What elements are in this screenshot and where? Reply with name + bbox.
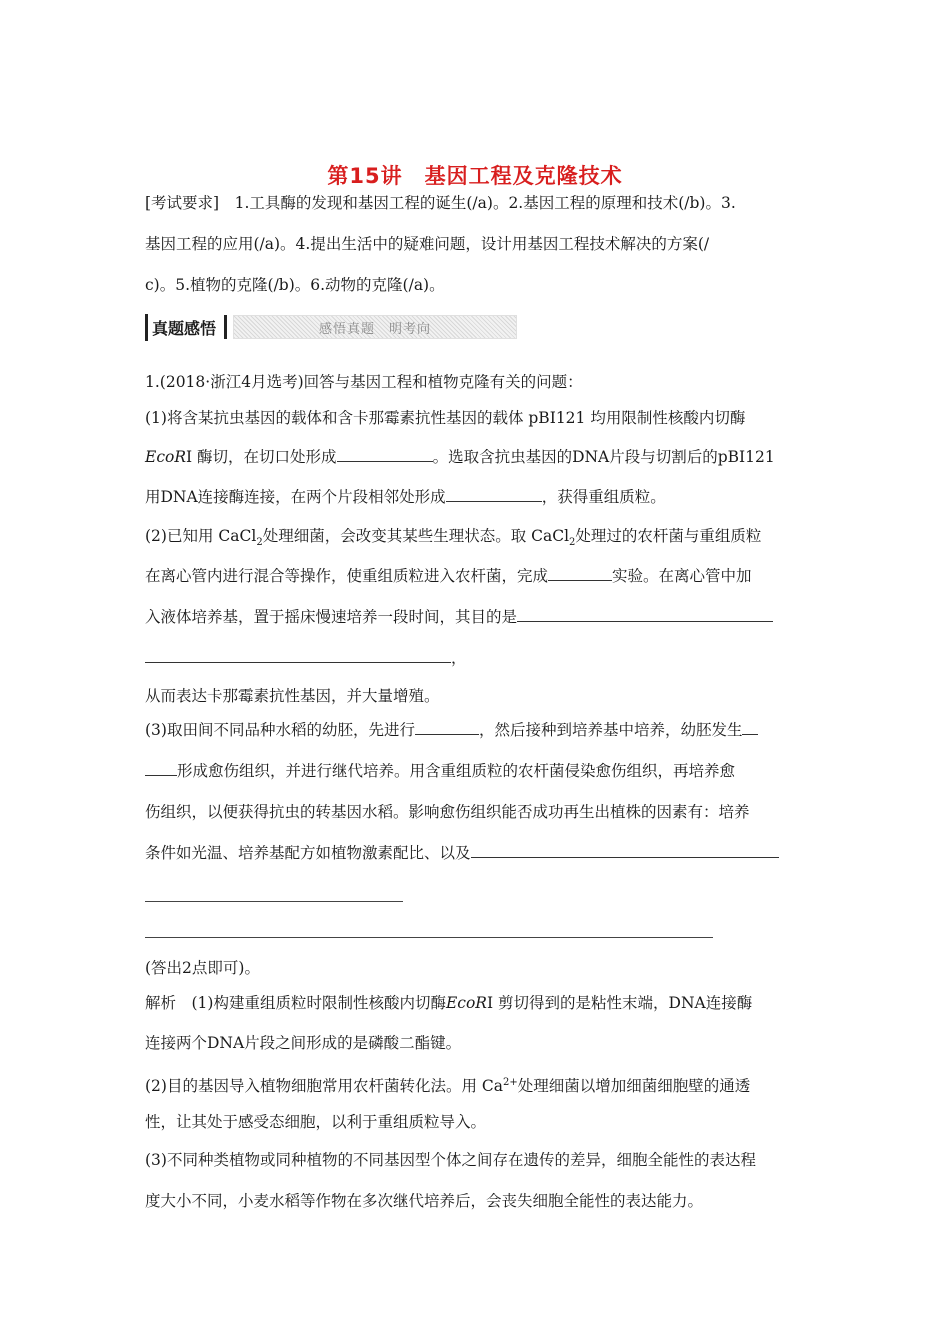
question-part1-line-3: 用DNA连接酶连接，在两个片段相邻处形成 ，获得重组质粒。 bbox=[145, 488, 666, 506]
answer-blank-5[interactable] bbox=[415, 720, 479, 735]
exam-requirements-line-3: c)。5.植物的克隆(/b)。6.动物的克隆(/a)。 bbox=[145, 276, 445, 294]
answer-blank-2[interactable] bbox=[446, 487, 542, 502]
question-part3-line-4: 条件如光温、培养基配方如植物激素配比、以及 bbox=[145, 843, 779, 863]
question-part3-line-1: (3)取田间不同品种水稻的幼胚，先进行 ，然后接种到培养基中培养，幼胚发生 bbox=[145, 720, 758, 740]
page-title: 第15讲 基因工程及克隆技术 bbox=[327, 164, 623, 188]
answer-blank-4-cont[interactable] bbox=[145, 648, 451, 663]
analysis-line-3: (2)目的基因导入植物细胞常用农杆菌转化法。用 $Ca^{2+}$处理细菌以增加细菌细胞壁的通透 bbox=[145, 1077, 751, 1096]
answer-blank-3[interactable] bbox=[548, 566, 612, 581]
answer-blank-7[interactable] bbox=[471, 843, 779, 858]
analysis-line-1: 解析 (1)构建重组质粒时限制性核酸内切酶EcoRⅠ 剪切得到的是粘性末端，DNA连接酶 bbox=[145, 994, 753, 1012]
question-part1-line-2: EcoRⅠ 酶切，在切口处形成 。选取含抗虫基因的DNA片段与切割后的pBI121 bbox=[145, 448, 775, 466]
analysis-line-2: 连接两个DNA片段之间形成的是磷酸二酯键。 bbox=[145, 1034, 462, 1052]
question-part3-line-2: 形成愈伤组织，并进行继代培养。用含重组质粒的农杆菌侵染愈伤组织，再培养愈 bbox=[145, 761, 735, 781]
question-part2-line-4: ， bbox=[145, 648, 467, 668]
answer-blank-7-line-3[interactable] bbox=[145, 937, 713, 938]
analysis-line-5: (3)不同种类植物或同种植物的不同基因型个体之间存在遗传的差异，细胞全能性的表达程 bbox=[145, 1151, 756, 1169]
question-stem: 1.(2018·浙江4月选考)回答与基因工程和植物克隆有关的问题： bbox=[145, 373, 583, 391]
question-part3-note: (答出2点即可)。 bbox=[145, 959, 260, 977]
answer-blank-7-line-2[interactable] bbox=[145, 901, 403, 902]
question-part1-line-1: (1)将含某抗虫基因的载体和含卡那霉素抗性基因的载体 pBI121 均用限制性核酸内切酶 bbox=[145, 409, 746, 427]
analysis-line-4: 性，让其处于感受态细胞，以利于重组质粒导入。 bbox=[145, 1113, 487, 1131]
question-part3-line-3: 伤组织，以便获得抗虫的转基因水稻。影响愈伤组织能否成功再生出植株的因素有：培养 bbox=[145, 803, 750, 821]
banner-divider bbox=[224, 315, 227, 339]
section-banner bbox=[145, 313, 517, 341]
question-part2-line-1: (2)已知用 CaCl$_2$处理细菌，会改变其某些生理状态。取 CaCl$_2$处理过的农杆菌与重组质粒 bbox=[145, 527, 762, 549]
question-part2-line-5: 从而表达卡那霉素抗性基因，并大量增殖。 bbox=[145, 687, 440, 705]
answer-blank-1[interactable] bbox=[337, 447, 433, 462]
exam-requirements-line-2: 基因工程的应用(/a)。4.提出生活中的疑难问题，设计用基因工程技术解决的方案(/ bbox=[145, 235, 710, 253]
answer-blank-6[interactable] bbox=[742, 720, 758, 735]
section-banner-subtitle: 感悟真题 明考向 bbox=[319, 321, 432, 337]
question-part2-line-3: 入液体培养基，置于摇床慢速培养一段时间，其目的是 bbox=[145, 607, 773, 627]
analysis-line-6: 度大小不同，小麦水稻等作物在多次继代培养后，会丧失细胞全能性的表达能力。 bbox=[145, 1192, 704, 1210]
enzyme-name: EcoR bbox=[145, 448, 186, 466]
section-banner-label: 真题感悟 bbox=[145, 314, 220, 341]
banner-strip bbox=[233, 315, 517, 339]
answer-blank-4[interactable] bbox=[517, 607, 773, 622]
exam-requirements-line-1: [考试要求] 1.工具酶的发现和基因工程的诞生(/a)。2.基因工程的原理和技术(/b)。3. bbox=[145, 194, 736, 212]
answer-blank-6-cont[interactable] bbox=[145, 761, 177, 776]
question-part2-line-2: 在离心管内进行混合等操作，使重组质粒进入农杆菌，完成 实验。在离心管中加 bbox=[145, 567, 752, 585]
